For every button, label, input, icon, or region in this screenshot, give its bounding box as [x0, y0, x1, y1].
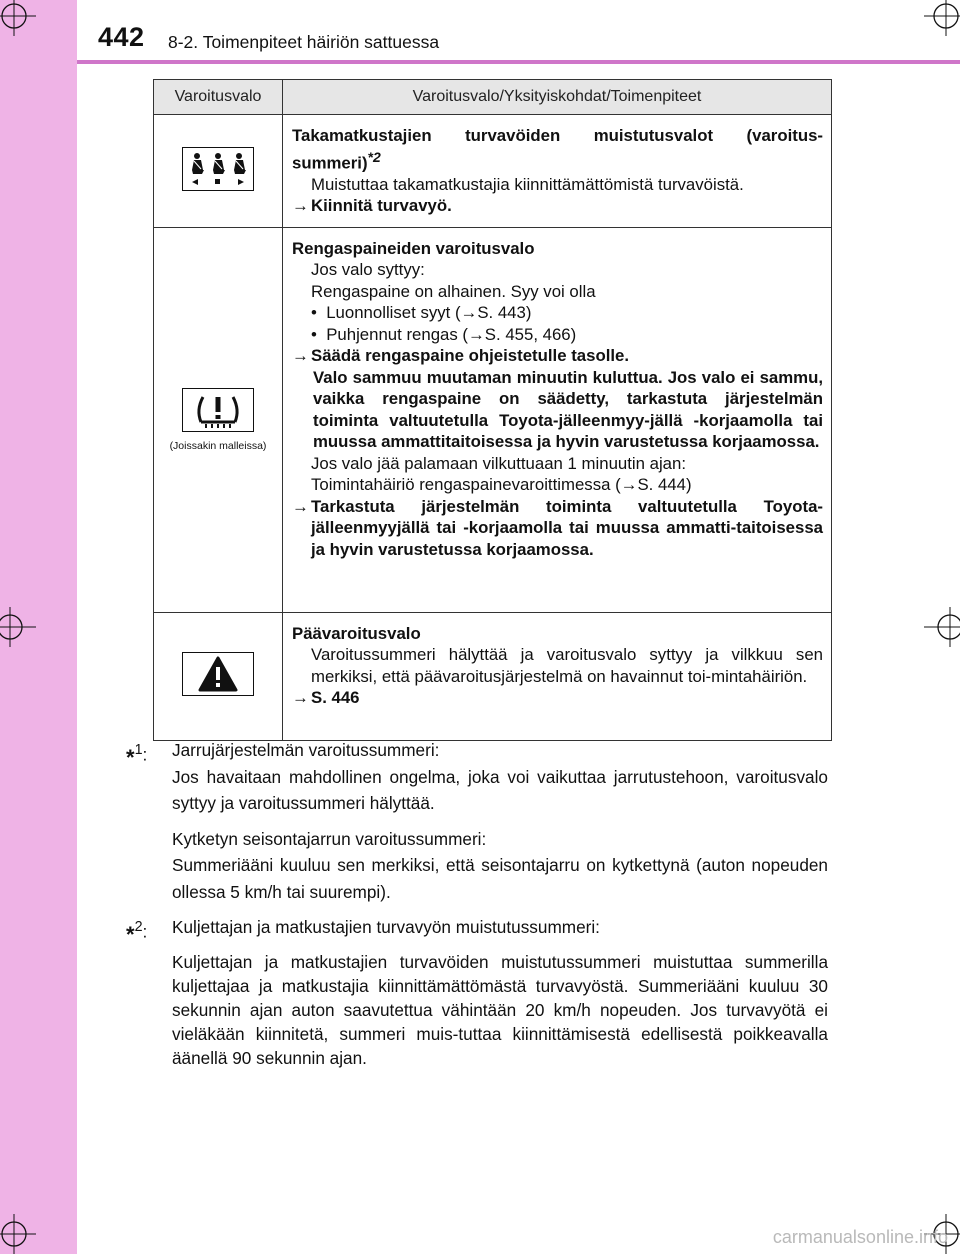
- list-item: [292, 302, 823, 324]
- footnote-1: [126, 737, 828, 905]
- section-title: 8-2. Toimenpiteet häiriön sattuessa: [168, 32, 440, 52]
- action-text: Tarkastuta järjestelmän toiminta valtuutetulla Toyota-jälleenmyyjällä tai -korjaamolla tai muussa ammatti-taitoisessa ja hyvin varustetussa korjaamossa.: [311, 496, 823, 559]
- list-item: [292, 324, 823, 346]
- list-item-text: Luonnolliset syyt (→S. 443): [326, 303, 532, 323]
- footnote-heading: Kuljettajan ja matkustajien turvavyön muistutussummeri:: [172, 917, 600, 937]
- column-header-details: Varoitusvalo/Yksityiskohdat/Toimenpiteet: [283, 80, 832, 115]
- crop-mark-icon: [924, 0, 960, 36]
- icon-caption: (Joissakin malleissa): [169, 439, 267, 452]
- icon-cell: [154, 227, 283, 612]
- footnote-heading: Kytketyn seisontajarrun varoitussummeri:: [172, 828, 487, 849]
- action-line: [292, 345, 823, 367]
- footnote-heading: Jarrujärjestelmän varoitussummeri:: [172, 740, 440, 760]
- column-header-warning-light: Varoitusvalo: [154, 80, 283, 115]
- tire-pressure-warning-icon: [182, 388, 254, 432]
- row-title-text: Takamatkustajien turvavöiden muistutusvalot (varoitus-summeri): [292, 126, 823, 173]
- table-row: [154, 227, 832, 612]
- row-line: Toimintahäiriö rengaspainevaroittimessa (→S. 444): [311, 475, 692, 495]
- icon-cell: [154, 612, 283, 740]
- row-title: Rengaspaineiden varoitusvalo: [292, 238, 535, 258]
- arrow-icon: →: [292, 346, 309, 366]
- row-line: Rengaspaine on alhainen. Syy voi olla: [311, 281, 596, 301]
- action-line: [292, 496, 823, 561]
- footnote-2: [126, 914, 828, 1070]
- row-line: Jos valo syttyy:: [311, 260, 425, 280]
- table-row: [154, 612, 832, 740]
- description-cell: [283, 227, 832, 612]
- footnote-text: [172, 914, 828, 1070]
- action-text: S. 446: [311, 688, 360, 708]
- footnote-ref: *2: [367, 148, 381, 165]
- watermark: carmanualsonline.info: [772, 1227, 948, 1247]
- arrow-icon: →: [292, 496, 309, 516]
- crop-mark-icon: [0, 1214, 36, 1254]
- rear-seatbelt-reminder-icon: [182, 147, 254, 191]
- row-body: Muistuttaa takamatkustajia kiinnittämättömistä turvavöistä.: [311, 174, 744, 194]
- footnotes: [126, 737, 828, 1070]
- description-cell: [283, 115, 832, 228]
- arrow-icon: →: [292, 196, 309, 216]
- footnote-paragraph: Summeriääni kuuluu sen merkiksi, että seisontajarru on kytkettynä (auton nopeuden ollessa 5 km/h tai suurempi).: [172, 855, 828, 902]
- description-cell: [283, 612, 832, 740]
- action-text: Kiinnitä turvavyö.: [311, 196, 452, 216]
- row-body: Varoitussummeri hälyttää ja varoitusvalo syttyy ja vilkkuu sen merkiksi, että päävaroitusjärjestelmä on havainnut toi-mintahäiriön.: [311, 645, 823, 686]
- bullet-icon: •: [311, 303, 317, 323]
- row-title: [292, 125, 823, 174]
- footnote-paragraph: Jos havaitaan mahdollinen ongelma, joka voi vaikuttaa jarrutustehoon, varoitusvalo syttyy ja varoitussummeri hälyttää.: [172, 766, 828, 813]
- crop-mark-icon: [0, 0, 36, 36]
- icon-cell: [154, 115, 283, 228]
- arrow-icon: →: [292, 688, 309, 708]
- row-line: Jos valo jää palamaan vilkuttuaan 1 minuutin ajan:: [311, 453, 687, 473]
- footnote-marker: *$^1$:: [126, 742, 148, 770]
- action-text: Säädä rengaspaine ohjeistetulle tasolle.: [311, 346, 630, 366]
- crop-mark-icon: [0, 607, 36, 647]
- crop-mark-icon: [924, 607, 960, 647]
- table-header-row: [154, 80, 832, 115]
- header-rule: [77, 60, 960, 64]
- list-item-text: Puhjennut rengas (→S. 455, 466): [326, 324, 577, 344]
- footnote-paragraph: Kuljettajan ja matkustajien turvavöiden muistutussummeri muistuttaa summerilla kuljettajaa ja matkustajia kiinnittämättömästä turvavyöstä. Summeriääni kuuluu 30 sekunnin ajan auton saavutettua vähintään 20 km/h nopeuden. Jos turvavyötä ei vieläkään kiinnitetä, summeri muis-tuttaa kiinnittämisestä edellisestä poikkeavalla äänellä 90 sekunnin ajan.: [172, 951, 828, 1068]
- page-number: 442: [98, 22, 145, 52]
- footnote-text: [172, 737, 828, 905]
- action-continuation: Valo sammuu muutaman minuutin kuluttua. Jos valo ei sammu, vaikka rengaspaine on säädetty, tarkastuta järjestelmän toiminta valtuutetulla Toyota-jälleenmyy-jällä -korjaamolla tai muussa ammattitaitoisessa ja hyvin varustetussa korjaamossa.: [313, 367, 823, 452]
- footnote-marker: *$^2$:: [126, 919, 148, 947]
- action-line: [292, 195, 823, 217]
- master-warning-icon: [182, 652, 254, 696]
- row-title: Päävaroitusvalo: [292, 623, 421, 643]
- table-row: [154, 115, 832, 228]
- bullet-icon: •: [311, 324, 317, 344]
- action-line: [292, 687, 823, 709]
- warning-lights-table: [153, 79, 832, 741]
